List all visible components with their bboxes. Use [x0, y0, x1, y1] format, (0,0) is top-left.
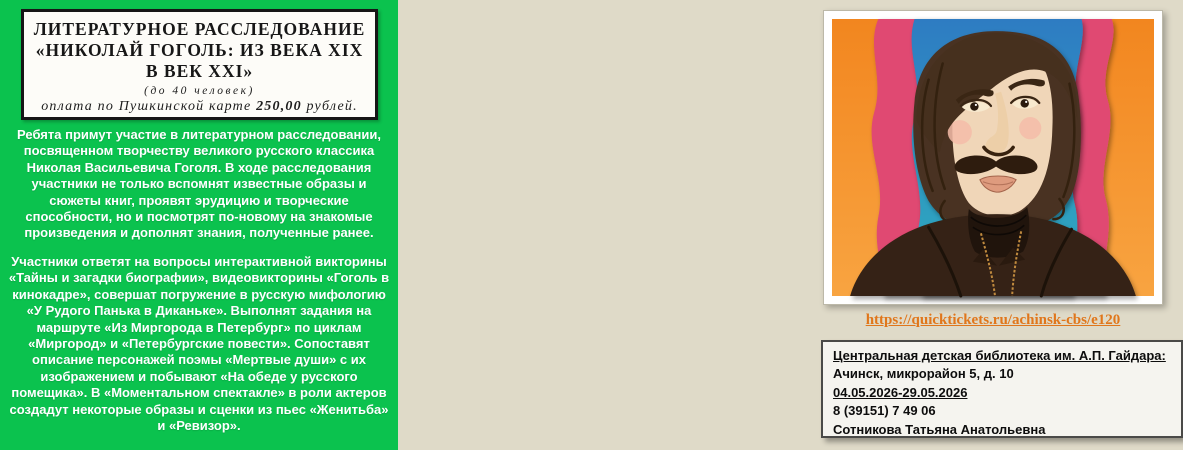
- event-title-box: [21, 9, 378, 120]
- tickets-link-row: [823, 311, 1163, 329]
- capacity-note: (до 40 человек): [144, 85, 255, 97]
- contact-phone: 8 (39151) 7 49 06: [833, 403, 936, 419]
- payment-info: [24, 98, 375, 115]
- left-eye-iris: [970, 102, 978, 110]
- left-eye-highlight: [975, 104, 977, 106]
- tickets-link[interactable]: https://quicktickets.ru/achinsk-cbs/e120: [865, 312, 1121, 328]
- payment-amount: 250,00: [256, 99, 302, 114]
- right-eye-iris: [1020, 99, 1028, 107]
- contact-person: Сотникова Татьяна Анатольевна: [833, 421, 1046, 437]
- library-name: Центральная детская библиотека им. А.П. Гайдара:: [833, 348, 1166, 363]
- event-description-paragraph-2: Участники ответят на вопросы интерактивной викторины «Тайны и загадки биографии», видеовикторины «Гоголь в кинокадре», совершат погружение в русскую мифологию «У Рудого Панька в Диканьке». Выполнят задания на маршруте «Из Миргорода в Петербург» по циклам «Миргород» и «Петербургские повести». Сопоставят описание персонажей поэмы «Мертвые души» с их изображением и побывают «На обеде у русского помещика». В «Моментальном спектакле» в роли актеров создадут некоторые образы и сценки из пьес «Женитьба» и «Ревизор».: [8, 254, 390, 434]
- payment-suffix: рублей.: [301, 99, 358, 114]
- event-description-panel: [0, 0, 398, 450]
- event-title-line-2: «НИКОЛАЙ ГОГОЛЬ: ИЗ ВЕКА XIX: [35, 40, 364, 60]
- library-address: Ачинск, микрорайон 5, д. 10: [833, 366, 1014, 382]
- event-dates: 04.05.2026-29.05.2026: [833, 384, 968, 400]
- info-panel: [398, 0, 1166, 450]
- right-eye-highlight: [1025, 101, 1027, 103]
- payment-prefix: оплата по Пушкинской карте: [41, 99, 257, 114]
- right-cheek: [1019, 117, 1041, 139]
- gogol-portrait-image: [832, 19, 1154, 296]
- event-title-line-3: В ВЕК XXI»: [145, 61, 254, 81]
- event-description-paragraph-1: Ребята примут участие в литературном расследовании, посвященном творчеству великого русского классика Николая Васильевича Гоголя. В ходе расследования участники не только вспомнят известные образы и сюжеты книг, проявят эрудицию и творческие способности, но и посмотрят по-новому на знакомые произведения и дополнят знания, полученные ранее.: [17, 127, 381, 241]
- gogol-portrait-frame: [823, 10, 1163, 305]
- event-title-line-1: ЛИТЕРАТУРНОЕ РАССЛЕДОВАНИЕ: [33, 19, 366, 39]
- contact-info-box: [821, 340, 1183, 438]
